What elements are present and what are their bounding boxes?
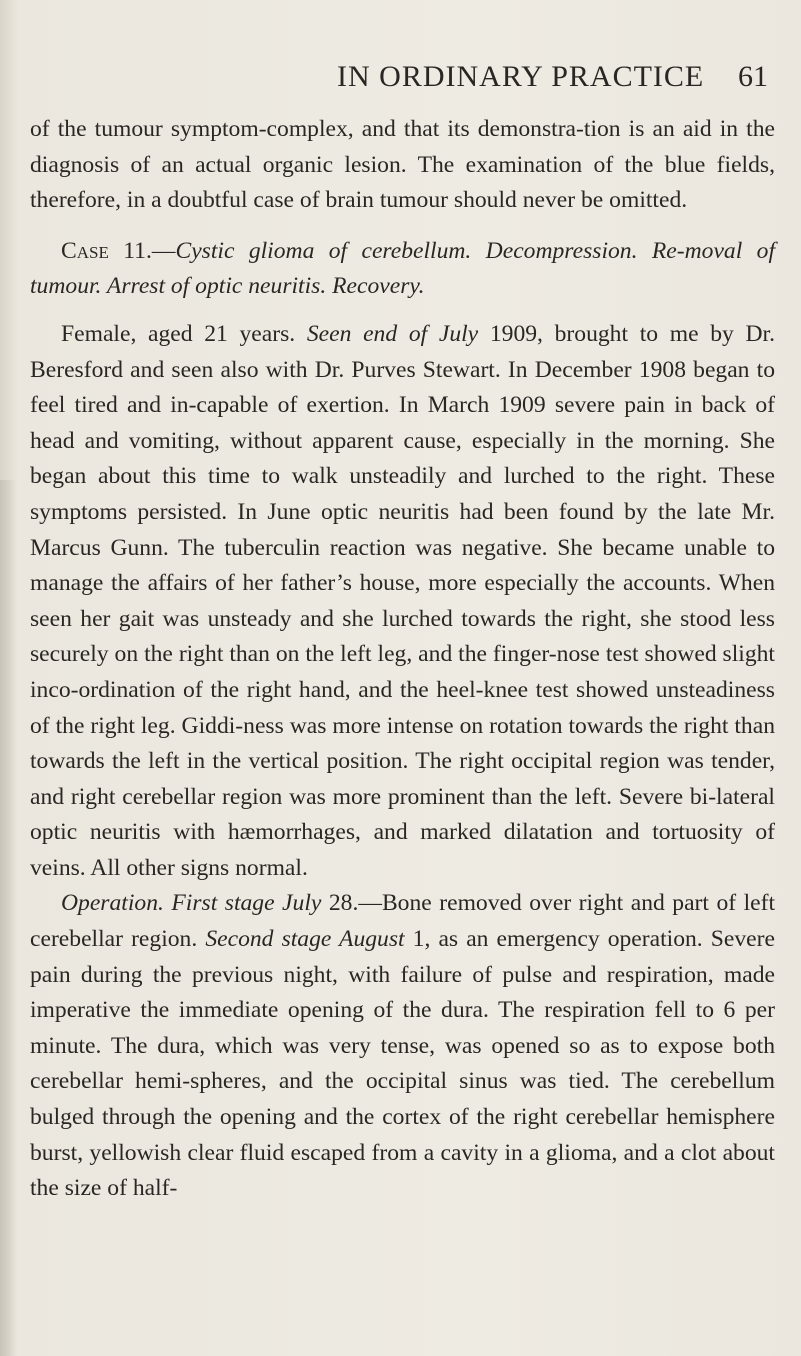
operation-paragraph <box>30 886 775 1206</box>
second-stage-text: 1, as an emergency operation. Severe pain during the previous night, with failure of pulse and respiration, made imperative the immediate opening of the dura. The respiration fell to 6 per minute. The dura, which was very tense, was opened so as to expose both cerebellar hemi-spheres, and the occipital sinus was tied. The cerebellum bulged through the opening and the cortex of the right cerebellar hemisphere burst, yellowish clear fluid escaped from a cavity in a glioma, and a clot about the size of half- <box>30 926 775 1202</box>
first-stage-text: 28.—Bone removed over right and part of left cerebellar region. <box>30 890 776 953</box>
case-heading <box>30 234 775 305</box>
binding-gutter-shadow <box>0 480 16 1356</box>
case-dash: — <box>151 237 176 264</box>
first-stage-label: First stage July <box>171 890 322 917</box>
case-history-paragraph <box>30 317 775 887</box>
page-number: 61 <box>738 60 768 93</box>
paragraph-continuation: of the tumour symptom-complex, and that its demonstra-tion is an aid in the diagnosis of an actual organic lesion. The examination of the blue fields, therefore, in a doubtful case of brain tumour should never be omitted. <box>30 116 775 214</box>
body-text <box>30 112 775 1207</box>
operation-label: Operation. <box>61 890 164 917</box>
case-title: Cystic glioma of cerebellum. Decompression. Re-moval of tumour. Arrest of optic neuritis. Recovery. <box>30 237 775 300</box>
running-head: IN ORDINARY PRACTICE <box>337 60 705 93</box>
case-history-text: 1909, brought to me by Dr. Beresford and seen also with Dr. Purves Stewart. In December 1908 began to feel tired and in-capable of exertion. In March 1909 severe pain in back of head and vomiting, without apparent cause, especially in the morning. She began about this time to walk unsteadily and lurched to the right. These symptoms persisted. In June optic neuritis had been found by the late Mr. Marcus Gunn. The tuberculin reaction was negative. She became unable to manage the affairs of her father’s house, more especially the accounts. When seen her gait was unsteady and she lurched towards the right, she stood less securely on the right than on the left leg, and the finger-nose test showed slight inco-ordination of the right hand, and the heel-knee test showed unsteadiness of the right leg. Giddi-ness was more intense on rotation towards the right than towards the left in the vertical position. The right occipital region was tender, and right cerebellar region was more prominent than the left. Severe bi-lateral optic neuritis with hæmorrhages, and marked dilatation and tortuosity of veins. All other signs normal. <box>30 320 775 881</box>
case-number: 11. <box>123 237 152 264</box>
patient-intro: Female, aged 21 years. <box>61 320 296 347</box>
case-label: Case <box>61 237 109 264</box>
seen-date-label: Seen end of July <box>306 320 479 347</box>
second-stage-label: Second stage August <box>205 926 405 953</box>
